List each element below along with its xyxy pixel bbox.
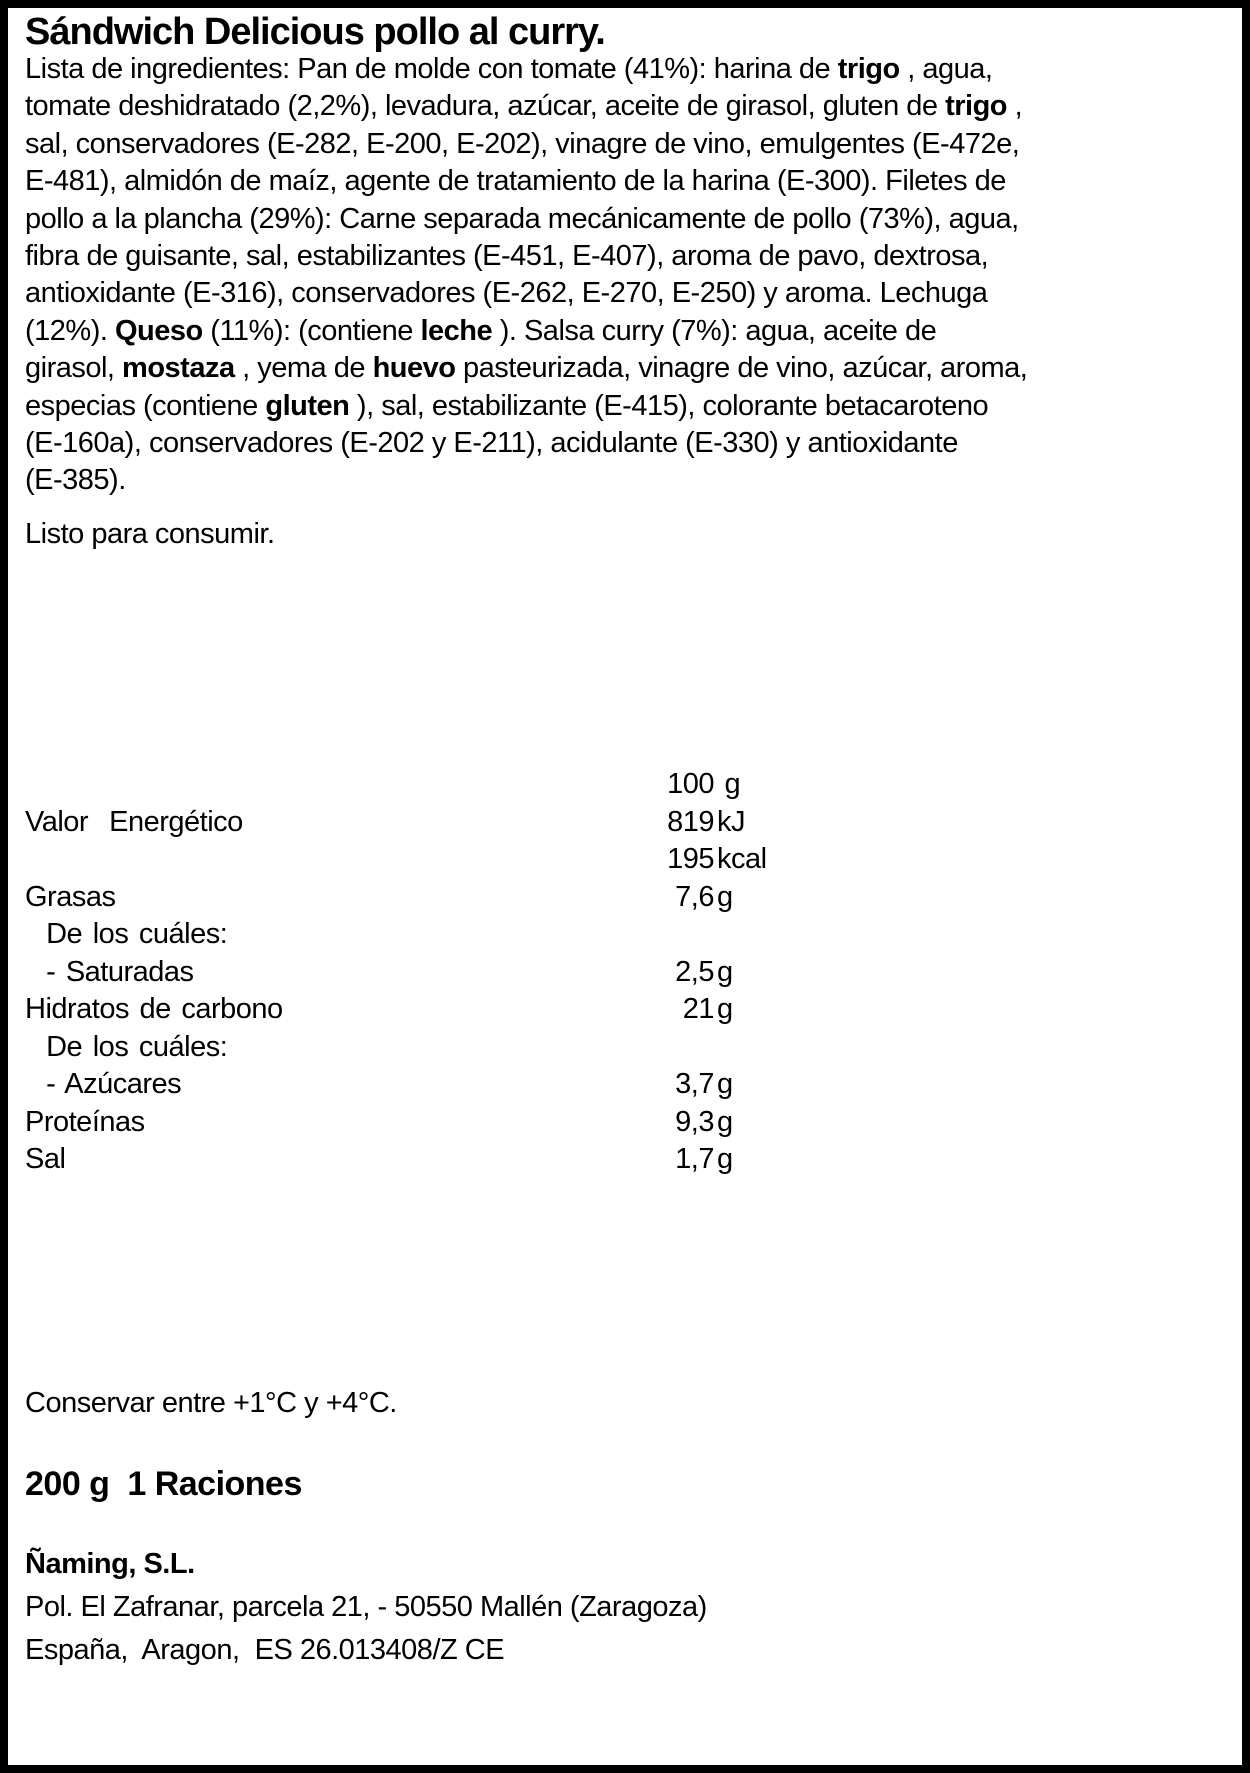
ingredient-line: [25, 462, 1027, 499]
nutrition-unit: g: [717, 768, 741, 800]
nutrition-unit: [714, 1029, 717, 1067]
nutrition-unit: g: [717, 880, 733, 913]
nutrition-table: [25, 766, 1175, 1179]
nutrition-value: 100: [667, 768, 714, 800]
ready-to-eat-note: Listo para consumir.: [25, 518, 275, 550]
ingredient-line: [25, 51, 1027, 88]
ingredient-line: [25, 275, 1027, 312]
ingredient-text: E-481), almidón de maíz, agente de tratamiento de la harina (E-300). Filetes de: [25, 165, 1006, 198]
ingredient-text: Lista de ingredientes: Pan de molde con tomate (41%): harina de: [25, 53, 838, 85]
nutrition-row: [25, 1029, 1175, 1067]
ingredient-text: tomate deshidratado (2,2%), levadura, azúcar, aceite de girasol, gluten de: [25, 90, 946, 123]
nutrition-label: Sal: [25, 1143, 66, 1175]
ingredient-line: [25, 388, 1027, 425]
ingredient-text: (E-160a), conservadores (E-202 y E-211), acidulante (E-330) y antioxidante: [25, 427, 958, 460]
nutrition-value: 7,6: [675, 880, 714, 913]
ingredient-text: girasol,: [25, 352, 123, 385]
manufacturer-name: Ñaming, S.L.: [25, 1548, 195, 1580]
nutrition-label: Valor Energético: [25, 805, 243, 838]
nutrition-unit: g: [717, 1105, 733, 1138]
ingredient-line: [25, 201, 1027, 238]
ingredient-text: (E-385).: [25, 464, 126, 497]
ingredients-paragraph: [25, 51, 1027, 500]
ingredient-text: ,: [1007, 90, 1023, 123]
ingredient-line: [25, 313, 1027, 350]
allergen-bold-text: gluten: [265, 389, 350, 422]
nutrition-value: 3,7: [675, 1068, 714, 1100]
nutrition-value: 1,7: [675, 1143, 714, 1175]
manufacturer-region: España, Aragon, ES 26.013408/Z CE: [25, 1634, 505, 1666]
ingredient-text: (12%).: [25, 314, 115, 347]
nutrition-label: Proteínas: [25, 1105, 145, 1138]
allergen-bold-text: leche: [420, 314, 493, 347]
ingredient-line: [25, 163, 1027, 200]
manufacturer-block: [25, 1543, 707, 1672]
nutrition-row: [25, 1141, 1175, 1179]
ingredient-text: ). Salsa curry (7%): agua, aceite de: [492, 314, 937, 347]
manufacturer-address: Pol. El Zafranar, parcela 21, - 50550 Mallén (Zaragoza): [25, 1591, 707, 1623]
ingredient-line: [25, 238, 1027, 275]
ingredient-text: ), sal, estabilizante (E-415), colorante betacaroteno: [349, 389, 989, 422]
nutrition-row: [25, 879, 1175, 917]
allergen-bold-text: trigo: [945, 90, 1008, 123]
ingredient-text: , agua,: [899, 53, 993, 85]
nutrition-label: Hidratos de carbono: [25, 993, 283, 1025]
nutrition-label: [25, 766, 505, 804]
ingredient-text: pasteurizada, vinagre de vino, azúcar, aroma,: [455, 352, 1028, 385]
nutrition-unit: [714, 916, 717, 954]
ingredient-text: sal, conservadores (E-282, E-200, E-202), vinagre de vino, emulgentes (E-472e,: [25, 127, 1020, 160]
nutrition-value: 21: [682, 993, 714, 1025]
net-weight-servings: 200 g 1 Raciones: [25, 1465, 302, 1503]
nutrition-column-header-row: [25, 766, 1175, 804]
nutrition-row: [25, 954, 1175, 992]
nutrition-row: [25, 804, 1175, 842]
ingredient-text: (11%): (contiene: [202, 314, 421, 347]
product-title: Sándwich Delicious pollo al curry.: [25, 11, 605, 53]
ingredient-text: fibra de guisante, sal, estabilizantes (E-451, E-407), aroma de pavo, dextrosa,: [25, 240, 989, 273]
nutrition-unit: g: [717, 955, 733, 988]
nutrition-row: [25, 916, 1175, 954]
nutrition-unit: kJ: [717, 805, 745, 838]
nutrition-label: [25, 841, 505, 879]
nutrition-unit: g: [717, 1068, 733, 1100]
ingredient-text: pollo a la plancha (29%): Carne separada mecánicamente de pollo (73%), agua,: [25, 202, 1019, 235]
ingredient-text: antioxidante (E-316), conservadores (E-262, E-270, E-250) y aroma. Lechuga: [25, 277, 988, 310]
nutrition-unit: g: [717, 1143, 733, 1175]
ingredient-line: [25, 350, 1027, 387]
nutrition-label: De los cuáles:: [25, 1030, 228, 1063]
ingredient-line: [25, 126, 1027, 163]
nutrition-value: 819: [667, 805, 714, 838]
nutrition-label: - Saturadas: [25, 955, 194, 988]
nutrition-value: 9,3: [675, 1105, 714, 1138]
allergen-bold-text: huevo: [372, 352, 456, 385]
storage-note: Conservar entre +1°C y +4°C.: [25, 1387, 397, 1419]
allergen-bold-text: Queso: [114, 314, 203, 347]
nutrition-row: [25, 841, 1175, 879]
nutrition-value: [505, 1029, 714, 1067]
ingredient-line: [25, 88, 1027, 125]
nutrition-row: [25, 1104, 1175, 1142]
nutrition-label: Grasas: [25, 880, 116, 913]
nutrition-value: 195: [667, 843, 714, 875]
nutrition-value: 2,5: [675, 955, 714, 988]
ingredient-line: [25, 425, 1027, 462]
nutrition-label: - Azúcares: [25, 1068, 182, 1100]
nutrition-label: De los cuáles:: [25, 918, 228, 950]
nutrition-unit: g: [717, 993, 733, 1025]
nutrition-row: [25, 991, 1175, 1029]
nutrition-row: [25, 1066, 1175, 1104]
allergen-bold-text: mostaza: [122, 352, 235, 385]
ingredient-text: especias (contiene: [25, 389, 266, 422]
ingredient-text: , yema de: [234, 352, 373, 385]
nutrition-value: [505, 916, 714, 954]
nutrition-unit: kcal: [717, 843, 767, 875]
allergen-bold-text: trigo: [837, 53, 900, 85]
